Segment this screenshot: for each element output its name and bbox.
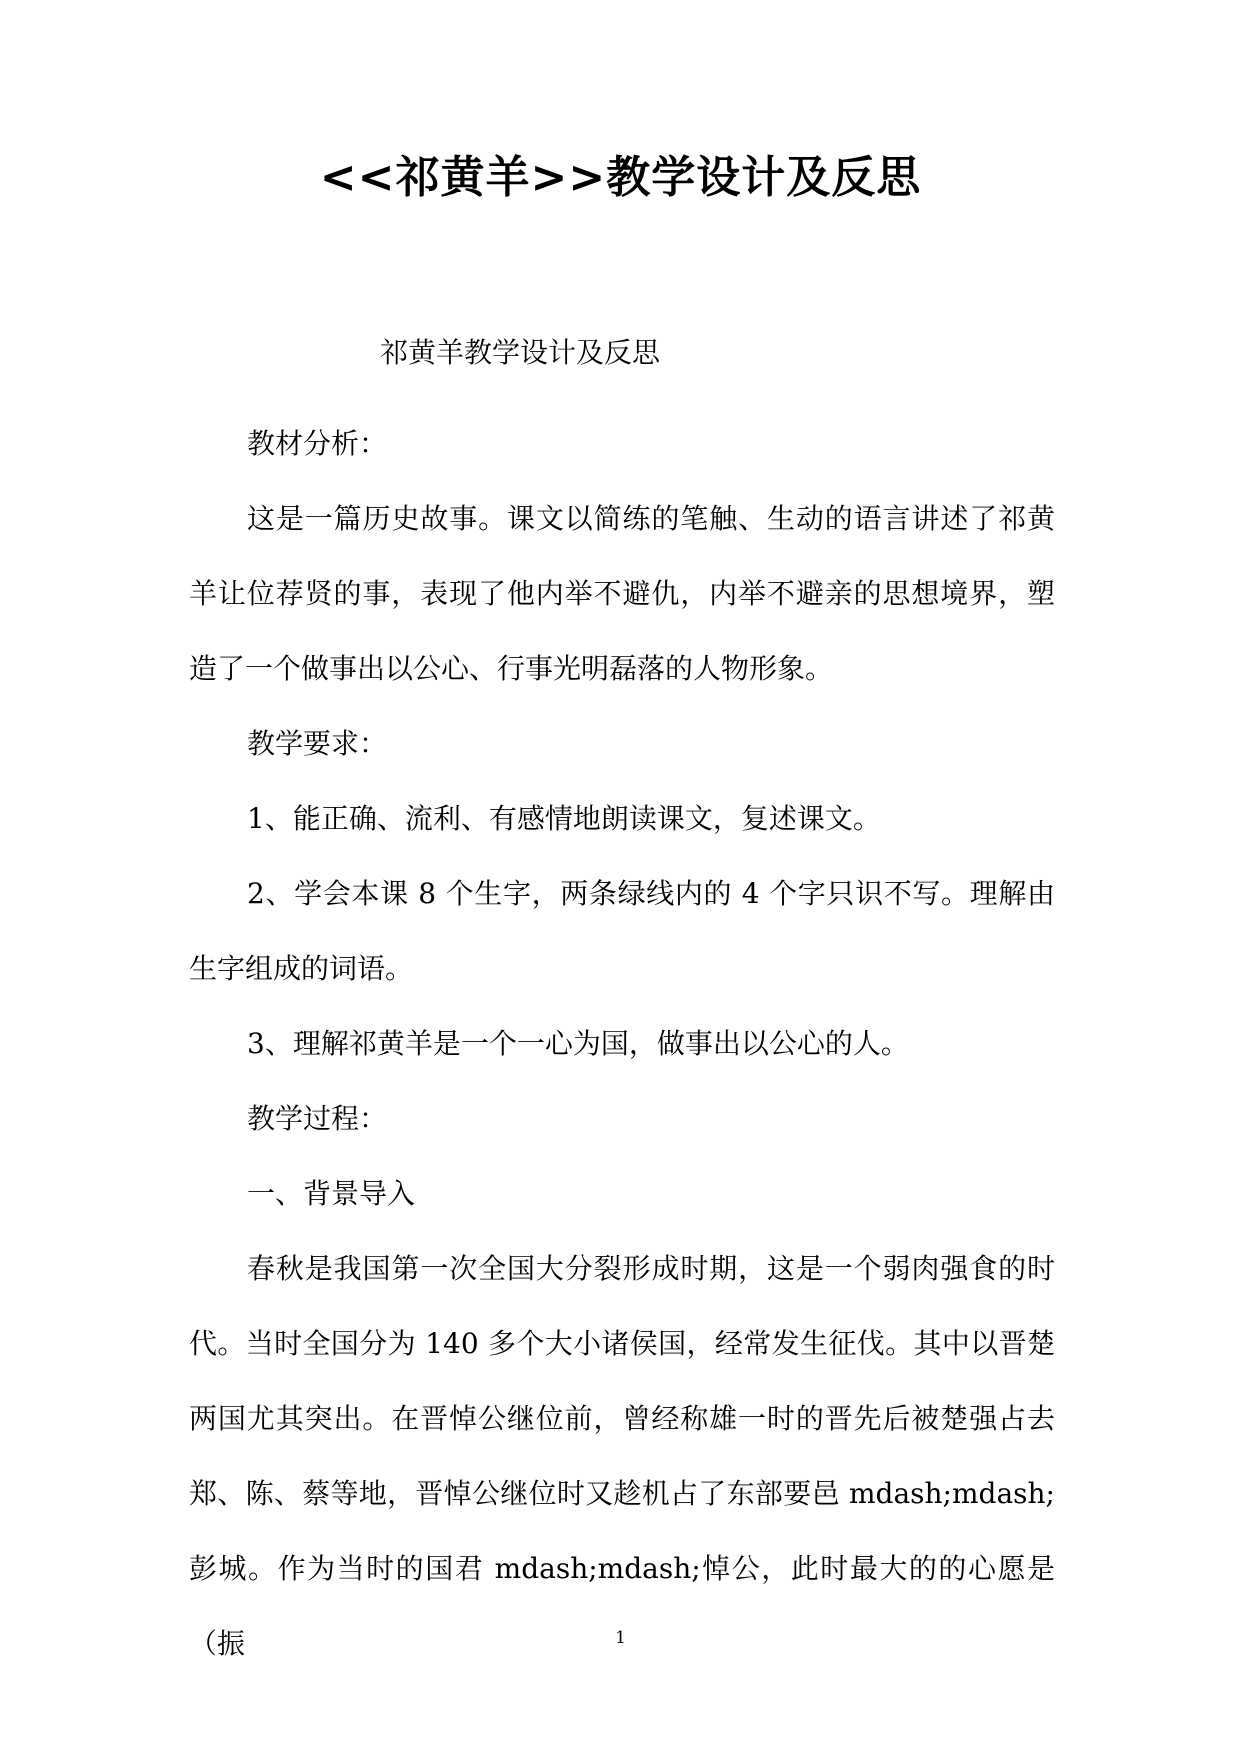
paragraph-subheading: 一、背景导入 <box>247 1177 416 1210</box>
paragraph-list-item: 2、学会本课 8 个生字，两条绿线内的 4 个字只识不写。理解由生字组成的词语。 <box>189 877 1055 985</box>
paragraph-section-heading: 教学过程： <box>247 1102 388 1135</box>
paragraph: 春秋是我国第一次全国大分裂形成时期，这是一个弱肉强食的时代。当时全国分为 140 多个大小诸侯国，经常发生征伐。其中以晋楚两国尤其突出。在晋悼公继位前，曾经称雄一时的晋先后被楚强占去郑、陈、蔡等地，晋悼公继位时又趁机占了东部要邑 mdash;mdash;彭城。作为当时的国君 mdash;mdash;悼公，此时最大的的心愿是（振 <box>189 1252 1055 1660</box>
paragraph-section-heading: 教材分析： <box>247 427 388 460</box>
document-body <box>189 406 1055 1681</box>
paragraph-list-item: 1、能正确、流利、有感情地朗读课文，复述课文。 <box>247 802 881 835</box>
paragraph: 这是一篇历史故事。课文以简练的笔触、生动的语言讲述了祁黄羊让位荐贤的事，表现了他内举不避仇，内举不避亲的思想境界，塑造了一个做事出以公心、行事光明磊落的人物形象。 <box>189 502 1055 685</box>
paragraph-section-heading: 教学要求： <box>247 727 388 760</box>
page-number: 1 <box>615 1628 626 1648</box>
document-title: <<祁黄羊>>教学设计及反思 <box>319 152 922 203</box>
document-subtitle: 祁黄羊教学设计及反思 <box>380 336 661 369</box>
paragraph-list-item: 3、理解祁黄羊是一个一心为国，做事出以公心的人。 <box>247 1027 909 1060</box>
